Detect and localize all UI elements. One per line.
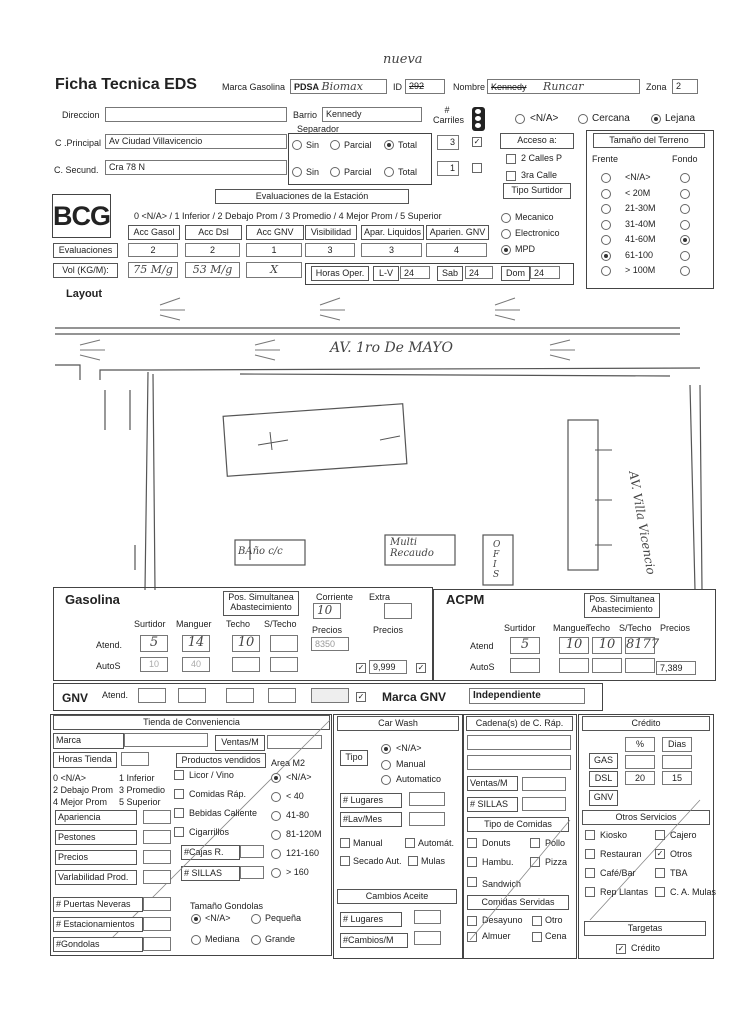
area-label: Area M2 [271, 758, 306, 768]
tienda-marca-label: Marca [53, 733, 124, 749]
prod-check-0[interactable] [174, 770, 184, 780]
otros-label-6: Rep Llantas [600, 887, 649, 897]
gasolina-pos-field[interactable]: 10 [313, 603, 341, 619]
tienda-item-2: Precios [55, 850, 137, 865]
frente-radio-3[interactable] [601, 220, 611, 230]
id-field[interactable]: 292 [405, 79, 445, 94]
almuer-label: Almuer [482, 931, 511, 941]
parcial-label-2: Parcial [344, 167, 372, 177]
mulas-label: Mulas [421, 856, 446, 866]
gnv-atend-label: Atend. [102, 690, 129, 700]
eval-col-0: Acc Gasol [128, 225, 180, 240]
gas-atend-1[interactable]: 14 [182, 635, 210, 652]
acpm-autos-1[interactable] [559, 658, 589, 673]
gasolina-title: Gasolina [65, 592, 120, 607]
area-radio-5[interactable] [271, 868, 281, 878]
separador1-total-radio[interactable] [384, 140, 394, 150]
tienda-scale-1: 0 <N/A> [53, 773, 87, 783]
sin-label-2: Sin [306, 167, 320, 177]
hambu-label: Hambu. [482, 857, 514, 867]
prod-label-0: Licor / Vino [189, 770, 234, 780]
marca-gnv-label: Marca GNV [382, 690, 447, 704]
c-principal-field[interactable]: Av Ciudad Villavicencio [105, 134, 287, 149]
street-2-label: AV. Villa Vicencio [626, 470, 659, 576]
separador1-parcial-radio[interactable] [330, 140, 340, 150]
acpm-autos-2[interactable] [592, 658, 622, 673]
gas-col-1: Manguer [176, 619, 212, 629]
corriente-label: Corriente [316, 592, 354, 602]
horas-oper-label: Horas Oper. [311, 266, 369, 281]
otros-label-4: Café/Bar [600, 868, 636, 878]
acpm-pos-label: Pos. Simultanea Abastecimiento [584, 593, 660, 618]
gondola-pequena-label: Pequeña [265, 913, 302, 923]
frente-radio-2[interactable] [601, 204, 611, 214]
productos-label: Productos vendidos [176, 753, 266, 768]
otros-servicios-title: Otros Servicios [582, 810, 710, 825]
terreno-option-5: 61-100 [625, 249, 654, 260]
vol-value-0[interactable]: 75 M/g [128, 262, 178, 278]
electronico-label: Electronico [515, 228, 560, 238]
area-label-5: > 160 [286, 867, 309, 877]
marca-handwritten: Biomax [321, 80, 363, 93]
eval-title: Evaluaciones de la Estación [215, 189, 409, 204]
direccion-field[interactable] [105, 107, 287, 122]
targetas-title: Targetas [584, 921, 706, 936]
dom-field[interactable]: 24 [530, 266, 560, 279]
fondo-label: Fondo [672, 154, 698, 164]
marca-gnv-field[interactable]: Independiente [469, 688, 585, 704]
tienda-item-field-1[interactable] [143, 830, 171, 844]
otros-label-5: TBA [670, 868, 688, 878]
acceso-title: Acceso a: [500, 133, 574, 149]
credito-gas-label: GAS [589, 753, 618, 769]
donuts-label: Donuts [482, 838, 511, 848]
carriles-label: # Carriles [433, 105, 465, 125]
distance-na-label: <N/A> [530, 113, 559, 124]
carriles-field-1[interactable]: 3 [437, 135, 459, 150]
carwash-lavmes-label: #Lav/Mes [340, 812, 402, 827]
vol-value-1[interactable]: 53 M/g [185, 262, 240, 278]
otros-label-2: Restauran [600, 849, 642, 859]
street-1-label: AV. 1ro De MAYO [330, 340, 454, 356]
otros-check-5[interactable] [655, 868, 665, 878]
nueva-handwritten: nueva [383, 52, 423, 67]
electronico-radio[interactable] [501, 229, 511, 239]
acpm-atend-1[interactable]: 10 [559, 637, 589, 654]
separador2-sin-radio[interactable] [292, 167, 302, 177]
terreno-option-6: > 100M [625, 265, 656, 275]
extra-label: Extra [369, 592, 391, 602]
gas-col-3: S/Techo [264, 619, 297, 629]
barrio-label: Barrio [293, 110, 318, 120]
acpm-col-2: Techo [586, 623, 611, 633]
carwash-autom-label: Automát. [418, 838, 455, 848]
fondo-radio-1[interactable] [680, 189, 690, 199]
id-label: ID [393, 82, 402, 92]
carriles-check-1[interactable]: ✓ [473, 137, 481, 146]
otros-check-1[interactable] [655, 830, 665, 840]
tienda-item-3: Varlabilidad Prod. [55, 870, 137, 885]
traffic-light-icon [472, 107, 485, 131]
tienda-item-field-2[interactable] [143, 850, 171, 864]
otros-check-4[interactable] [585, 868, 595, 878]
eval-value-1[interactable]: 2 [185, 243, 240, 257]
credito-card-label: Crédito [631, 943, 661, 953]
acpm-autos-0[interactable] [510, 658, 540, 673]
ofis-label: O F I S [493, 540, 501, 580]
tienda-bottom-1: # Estacionamientos [53, 917, 143, 932]
otros-check-0[interactable] [585, 830, 595, 840]
eval-scale: 0 <N/A> / 1 Inferior / 2 Debajo Prom / 3 Promedio / 4 Mejor Prom / 5 Superior [134, 211, 442, 221]
carriles-check-2[interactable] [472, 163, 482, 173]
tienda-scale-4: 3 Promedio [119, 785, 166, 795]
lv-field[interactable]: 24 [400, 266, 430, 279]
c-principal-label: C .Principal [55, 138, 102, 148]
prod-label-1: Comidas Ráp. [189, 789, 247, 799]
dos-calles-check[interactable] [506, 154, 516, 164]
cambios-lugares-label: # Lugares [340, 912, 402, 927]
sab-label: Sab [437, 266, 463, 281]
distance-cercana-radio[interactable] [578, 114, 588, 124]
gas-atend-label: Atend. [96, 640, 123, 650]
fondo-radio-5[interactable] [680, 251, 690, 261]
multi-recaudo-label: Multi Recaudo [390, 537, 434, 559]
terreno-title: Tamaño del Terreno [593, 133, 705, 148]
eval-value-0[interactable]: 2 [128, 243, 178, 257]
tienda-bottom-field-0[interactable] [143, 897, 171, 911]
area-label-3: 81-120M [286, 829, 322, 839]
cadena-ventas-label: Ventas/M [467, 776, 518, 791]
carriles-field-2[interactable]: 1 [437, 161, 459, 176]
gas-autos-0[interactable]: 10 [140, 657, 168, 672]
otros-label-0: Kiosko [600, 830, 628, 840]
mpd-label: MPD [515, 244, 535, 254]
gondola-na-label: <N/A> [205, 913, 231, 923]
carwash-automatico-label: Automatico [396, 774, 442, 784]
acpm-autos-label: AutoS [470, 662, 495, 672]
carwash-title: Car Wash [337, 716, 459, 731]
dos-calles-label: 2 Calles P [521, 153, 563, 163]
acpm-precio-field[interactable]: 7,389 [656, 661, 696, 675]
eval-value-5[interactable]: 4 [426, 243, 487, 257]
cadena-sillas-label: # SILLAS [467, 797, 518, 812]
eval-value-2[interactable]: 1 [246, 243, 302, 257]
eval-value-3[interactable]: 3 [305, 243, 355, 257]
tienda-item-1: Pestones [55, 830, 137, 845]
fondo-radio-2[interactable] [680, 204, 690, 214]
eval-col-1: Acc Dsl [185, 225, 242, 240]
gas-autos-label: AutoS [96, 661, 121, 671]
otro-label: Otro [545, 915, 563, 925]
credito-dsl-pct[interactable]: 20 [625, 771, 655, 785]
precio-extra-field[interactable]: 9,999 [369, 660, 407, 674]
direccion-label: Direccion [62, 110, 100, 120]
precios-label-1: Precios [312, 625, 343, 635]
fondo-radio-0[interactable] [680, 173, 690, 183]
frente-radio-0[interactable] [601, 173, 611, 183]
gondola-mediana-label: Mediana [205, 934, 240, 944]
tienda-bottom-0: # Puertas Neveras [53, 897, 143, 912]
acpm-atend-2[interactable]: 10 [592, 637, 622, 654]
credito-dsl-dias[interactable]: 15 [662, 771, 692, 785]
acpm-col-4: Precios [660, 623, 691, 633]
dom-label: Dom [501, 266, 530, 281]
tienda-item-field-3[interactable] [143, 870, 171, 884]
tienda-scale-6: 5 Superior [119, 797, 161, 807]
nombre-label: Nombre [453, 82, 486, 92]
acpm-autos-3[interactable] [625, 658, 655, 673]
otros-check-3[interactable]: ✓ [656, 849, 664, 858]
gas-atend-2[interactable]: 10 [232, 635, 260, 652]
area-label-4: 121-160 [286, 848, 320, 858]
prod-label-3: Cigarrillos [189, 827, 230, 837]
pollo-label: Pollo [545, 838, 566, 848]
credito-dias-header: Dias [662, 737, 692, 752]
extra-pos-field[interactable] [384, 603, 412, 619]
distance-na-radio[interactable] [515, 114, 525, 124]
area-label-2: 41-80 [286, 810, 310, 820]
cajas-label: #Cajas R. [181, 845, 240, 860]
precios-label-2: Precios [373, 625, 404, 635]
frente-radio-1[interactable] [601, 189, 611, 199]
separador-label: Separador [297, 124, 340, 134]
tienda-bottom-2: #Gondolas [53, 937, 143, 952]
cambios-mes-label: #Cambios/M [340, 933, 408, 948]
tienda-scale-2: 1 Inferior [119, 773, 155, 783]
tienda-bottom-field-1[interactable] [143, 917, 171, 931]
acpm-atend-0[interactable]: 5 [510, 637, 540, 654]
credito-card-check[interactable]: ✓ [617, 944, 625, 953]
precio-corriente-field[interactable]: 8350 [311, 637, 349, 651]
tienda-item-0: Apariencia [55, 810, 137, 825]
terreno-option-3: 31-40M [625, 218, 656, 229]
carwash-tipo-label: Tipo [340, 750, 368, 766]
tienda-sillas-label: # SILLAS [181, 866, 240, 881]
separador2-total-radio[interactable] [384, 167, 394, 177]
terreno-option-1: < 20M [625, 187, 651, 198]
tercera-calle-check[interactable] [506, 171, 516, 181]
barrio-field[interactable]: Kennedy [322, 107, 422, 122]
carwash-na-label: <N/A> [396, 743, 422, 753]
terreno-option-2: 21-30M [625, 203, 656, 213]
marca-field[interactable] [290, 79, 387, 94]
carwash-manual-check-label: Manual [353, 838, 383, 848]
mecanico-label: Mecanico [515, 212, 554, 222]
marca-value: PDSA [294, 82, 320, 92]
precio-corriente-check[interactable]: ✓ [357, 663, 365, 672]
horas-tienda-label: Horas Tienda [53, 752, 117, 768]
area-radio-3[interactable] [271, 830, 281, 840]
cadena-title: Cadena(s) de C. Ráp. [466, 716, 573, 731]
tercera-calle-label: 3ra Calle [521, 170, 558, 180]
area-label-1: < 40 [286, 791, 304, 801]
acpm-title: ACPM [446, 592, 485, 607]
secado-label: Secado Aut. [353, 856, 402, 866]
fondo-radio-6[interactable] [680, 266, 690, 276]
desayuno-label: Desayuno [482, 915, 523, 925]
gas-col-0: Surtidor [134, 619, 166, 629]
frente-radio-4[interactable] [601, 235, 611, 245]
gas-atend-3[interactable] [270, 635, 298, 652]
tienda-bottom-field-2[interactable] [143, 937, 171, 951]
area-radio-0[interactable] [271, 773, 281, 783]
acpm-atend-3[interactable]: 8177 [626, 637, 660, 652]
area-radio-4[interactable] [271, 849, 281, 859]
acpm-col-3: S/Techo [619, 623, 652, 633]
acpm-col-1: Manguer [553, 623, 589, 633]
eval-col-4: Apar. Liquidos [361, 225, 424, 240]
otros-label-7: C. A. Mulas [670, 887, 717, 897]
zona-field[interactable]: 2 [672, 79, 698, 94]
area-label-0: <N/A> [286, 772, 312, 782]
cena-label: Cena [545, 931, 567, 941]
nombre-handwritten: Runcar [543, 80, 584, 93]
gas-autos-2[interactable] [232, 657, 260, 672]
tienda-title: Tienda de Conveniencia [53, 715, 330, 730]
otros-label-1: Cajero [670, 830, 697, 840]
prod-check-1[interactable] [174, 789, 184, 799]
gasolina-pos-label: Pos. Simultanea Abastecimiento [223, 591, 299, 616]
prod-check-3[interactable] [174, 827, 184, 837]
layout-label: Layout [66, 288, 103, 300]
eval-col-3: Visibilidad [305, 225, 357, 240]
prod-label-2: Bebidas Caliente [189, 808, 258, 818]
bano-label: BAño c/c [238, 546, 283, 557]
nombre-field[interactable] [487, 79, 640, 94]
frente-label: Frente [592, 154, 619, 164]
bcg-logo: BCG [52, 194, 111, 238]
gnv-title: GNV [62, 691, 89, 705]
c-secund-label: C. Secund. [54, 165, 99, 175]
mecanico-radio[interactable] [501, 213, 511, 223]
distance-cercana-label: Cercana [592, 113, 630, 124]
sin-label: Sin [306, 140, 320, 150]
precio-extra-check[interactable]: ✓ [417, 663, 425, 672]
eval-col-2: Acc GNV [246, 225, 304, 240]
total-label-2: Total [398, 167, 418, 177]
nombre-value: Kennedy [491, 82, 527, 92]
tipo-surtidor-title: Tipo Surtidor [503, 183, 571, 199]
otros-check-7[interactable] [655, 887, 665, 897]
eval-value-4[interactable]: 3 [361, 243, 422, 257]
frente-radio-6[interactable] [601, 266, 611, 276]
prod-check-2[interactable] [174, 808, 184, 818]
evaluaciones-label: Evaluaciones [53, 243, 118, 258]
acpm-col-0: Surtidor [504, 623, 536, 633]
pizza-label: Pizza [545, 857, 568, 867]
tienda-item-field-0[interactable] [143, 810, 171, 824]
credito-title: Crédito [582, 716, 710, 731]
gas-atend-0[interactable]: 5 [140, 635, 168, 652]
c-secund-field[interactable]: Cra 78 N [105, 160, 287, 175]
acpm-atend-label: Atend [470, 641, 494, 651]
carwash-lugares-label: # Lugares [340, 793, 402, 808]
credito-gnv-label: GNV [589, 790, 618, 806]
gas-autos-1[interactable]: 40 [182, 657, 210, 672]
gas-autos-3[interactable] [270, 657, 298, 672]
sab-field[interactable]: 24 [465, 266, 493, 279]
carwash-manual-label: Manual [396, 759, 426, 769]
parcial-label: Parcial [344, 140, 372, 150]
gondola-title: Tamaño Gondolas [190, 901, 264, 911]
mpd-radio[interactable] [501, 245, 511, 255]
distance-lejana-radio[interactable] [651, 114, 661, 124]
vol-label: Vol (KG/M): [53, 263, 118, 278]
tipo-comidas-title: Tipo de Comidas [467, 817, 569, 832]
separador2-parcial-radio[interactable] [330, 167, 340, 177]
otros-label-3: Otros [670, 849, 693, 859]
vol-value-2[interactable]: X [246, 262, 302, 278]
eval-col-5: Aparien. GNV [426, 225, 489, 240]
otros-check-2[interactable] [585, 849, 595, 859]
terreno-option-4: 41-60M [625, 234, 656, 244]
total-label: Total [398, 140, 418, 150]
credito-pct-header: % [625, 737, 655, 752]
gondola-grande-label: Grande [265, 934, 296, 944]
comidas-servidas-title: Comidas Servidas [467, 895, 569, 910]
cambios-title: Cambios Aceite [337, 889, 457, 904]
tienda-ventas-label: Ventas/M [215, 735, 265, 751]
fondo-radio-3[interactable] [680, 220, 690, 230]
separador1-sin-radio[interactable] [292, 140, 302, 150]
tienda-scale-3: 2 Debajo Prom [53, 785, 114, 795]
zona-label: Zona [646, 82, 667, 92]
gas-col-2: Techo [226, 619, 251, 629]
terreno-option-0: <N/A> [625, 172, 651, 182]
frente-radio-5[interactable] [601, 251, 611, 261]
otros-check-6[interactable] [585, 887, 595, 897]
gnv-check[interactable]: ✓ [357, 692, 365, 701]
tienda-scale-5: 4 Mejor Prom [53, 797, 108, 807]
credito-dsl-label: DSL [589, 771, 618, 787]
area-radio-1[interactable] [271, 792, 281, 802]
area-radio-2[interactable] [271, 811, 281, 821]
fondo-radio-4[interactable] [680, 235, 690, 245]
sandwich-label: Sandwich [482, 879, 522, 889]
marca-label: Marca Gasolina [222, 82, 286, 92]
form-title: Ficha Tecnica EDS [55, 76, 197, 93]
lv-label: L-V [373, 266, 399, 281]
distance-lejana-label: Lejana [665, 113, 696, 124]
